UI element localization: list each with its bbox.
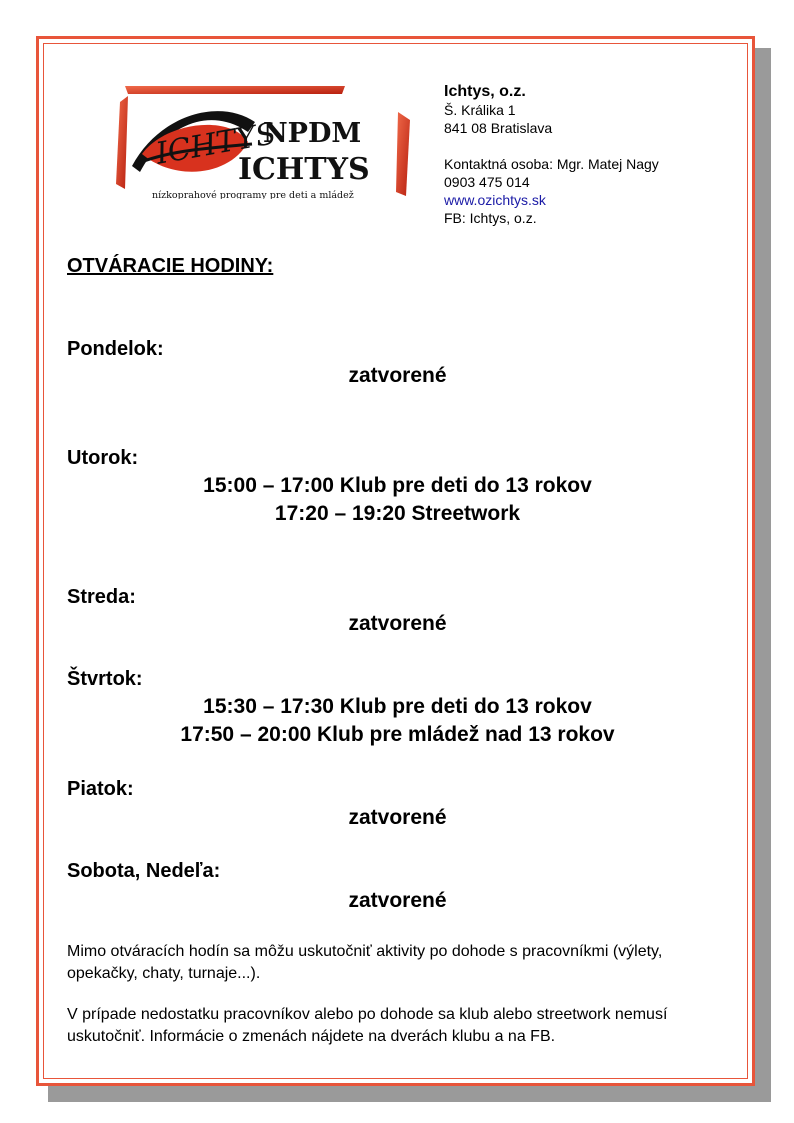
hours-thursday-2: 17:50 – 20:00 Klub pre mládež nad 13 rokov: [180, 723, 615, 746]
note-activities: Mimo otváracích hodín sa môžu uskutočniť aktivity po dohode s pracovníkmi (výlety, opekačky, chaty, turnaje...).: [67, 943, 663, 982]
phone-number: 0903 475 014: [444, 174, 530, 190]
hours-thursday-1: 15:30 – 17:30 Klub pre deti do 13 rokov: [203, 695, 592, 718]
logo-title-npdm: NPDM: [263, 118, 362, 149]
day-label-tuesday: Utorok:: [67, 447, 139, 469]
city-address: 841 08 Bratislava: [444, 120, 553, 136]
facebook-text: FB: Ichtys, o.z.: [444, 210, 537, 226]
logo-badge-text: ICHTYS: [153, 116, 279, 172]
opening-hours-heading: OTVÁRACIE HODINY:: [67, 255, 274, 277]
website-link[interactable]: www.ozichtys.sk: [444, 192, 546, 208]
contact-block: [444, 83, 659, 227]
logo-title-ichtys: ICHTYS: [238, 152, 370, 187]
day-label-wednesday: Streda:: [67, 586, 136, 608]
hours-friday: zatvorené: [348, 806, 447, 829]
hours-monday: zatvorené: [348, 364, 447, 387]
hours-tuesday-1: 15:00 – 17:00 Klub pre deti do 13 rokov: [203, 474, 592, 497]
hours-tuesday-2: 17:20 – 19:20 Streetwork: [274, 502, 521, 525]
note-staffing: V prípade nedostatku pracovníkov alebo po dohode sa klub alebo streetwork nemusí uskutočniť. Informácie o zmenách nájdete na dverách klubu a na FB.: [67, 1006, 668, 1045]
day-label-monday: Pondelok:: [67, 338, 164, 360]
contact-spacer: [444, 137, 659, 155]
day-label-weekend: Sobota, Nedeľa:: [67, 860, 221, 882]
contact-person: Kontaktná osoba: Mgr. Matej Nagy: [444, 156, 659, 172]
hours-wednesday: zatvorené: [348, 612, 447, 635]
logo-tagline: nízkoprahové programy pre deti a mládež: [152, 190, 354, 199]
org-name: Ichtys, o.z.: [444, 83, 526, 100]
hours-weekend: zatvorené: [348, 889, 447, 912]
npdm-ichtys-logo: [80, 84, 410, 199]
day-label-friday: Piatok:: [67, 778, 134, 800]
day-label-thursday: Štvrtok:: [67, 668, 143, 690]
street-address: Š. Králika 1: [444, 102, 516, 118]
